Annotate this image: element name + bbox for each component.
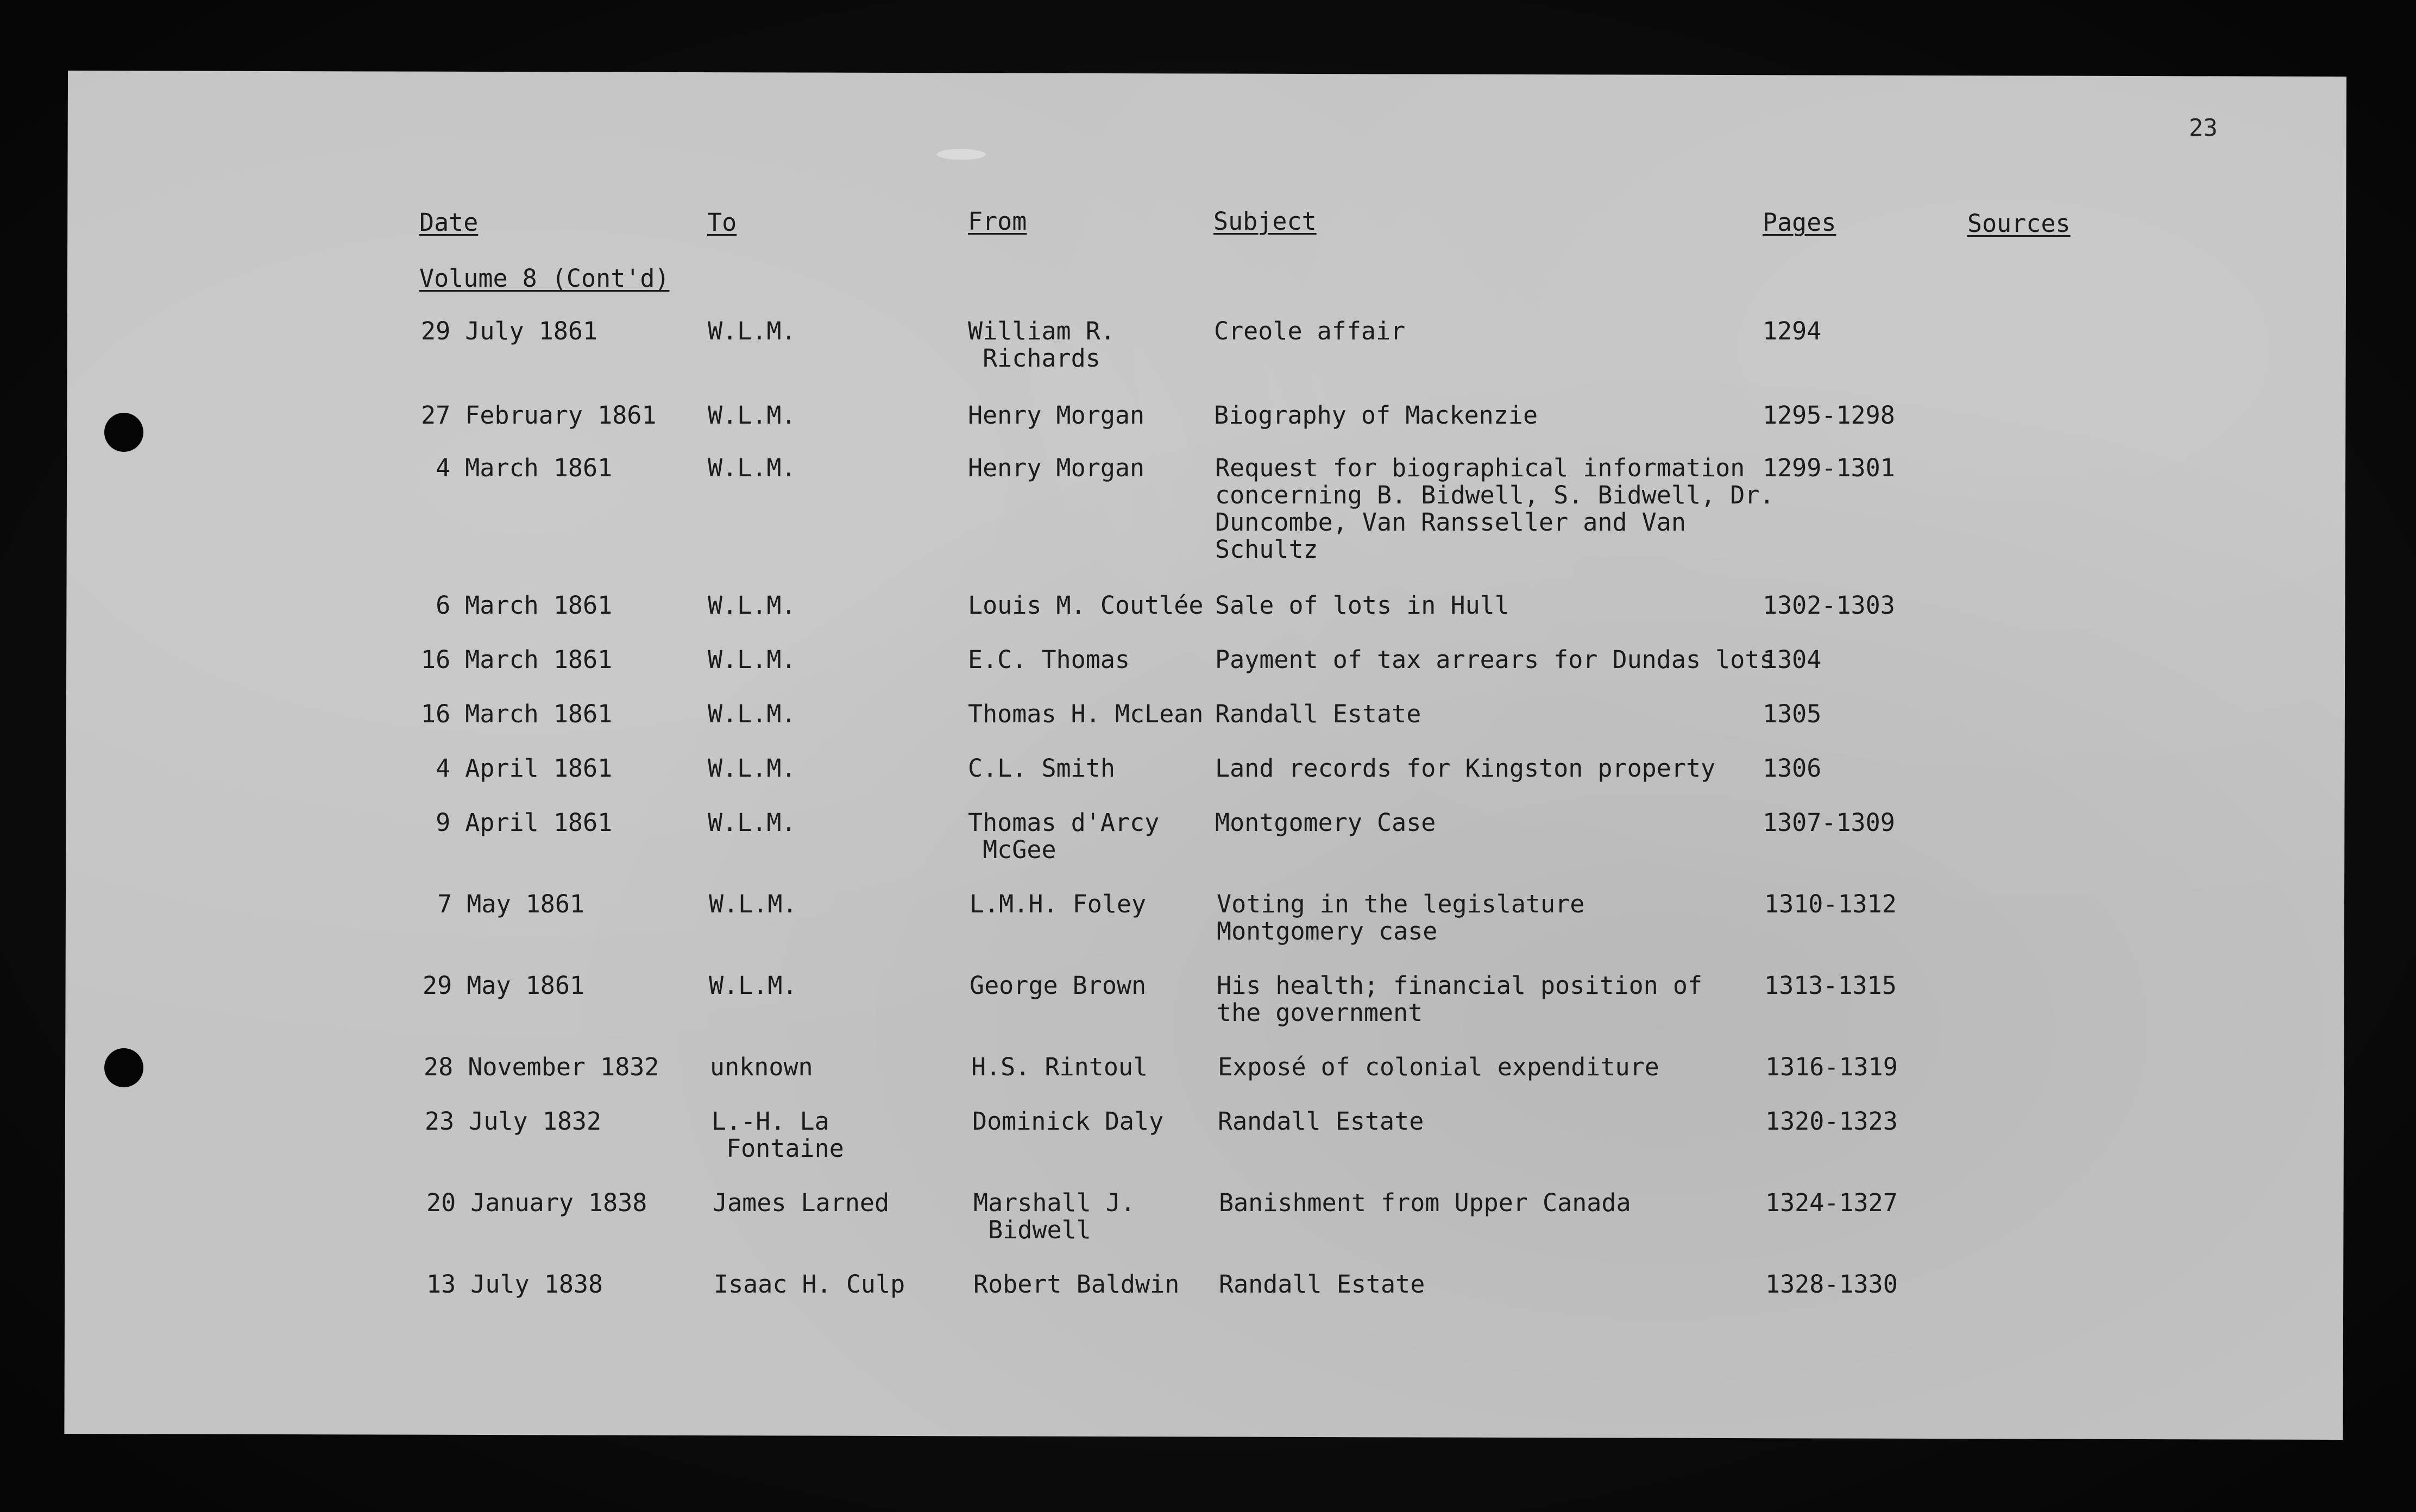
table-cell-to: W.L.M. <box>708 401 796 430</box>
table-cell-date: 20 January 1838 <box>426 1188 647 1217</box>
table-cell-to: W.L.M. <box>709 890 797 918</box>
table-cell-from: E.C. Thomas <box>968 645 1130 674</box>
table-cell-to: unknown <box>710 1053 813 1081</box>
table-cell-date: 16 March 1861 <box>421 645 613 674</box>
table-cell-date: 28 November 1832 <box>424 1053 659 1081</box>
table-cell-from: Dominick Daly <box>972 1107 1164 1136</box>
table-cell-date: 7 May 1861 <box>423 890 585 918</box>
header-from: From <box>968 207 1027 236</box>
header-subject: Subject <box>1213 207 1317 236</box>
table-cell-pages: 1294 <box>1763 317 1822 345</box>
table-cell-from: Marshall J. Bidwell <box>973 1188 1136 1244</box>
table-cell-subject: Montgomery Case <box>1215 808 1436 837</box>
table-cell-subject: His health; financial position of the government <box>1217 971 1703 1027</box>
table-cell-date: 6 March 1861 <box>421 591 613 620</box>
table-cell-from: Thomas d'Arcy McGee <box>968 808 1160 864</box>
table-cell-pages: 1320-1323 <box>1765 1107 1898 1136</box>
table-cell-pages: 1310-1312 <box>1764 890 1897 918</box>
table-cell-subject: Land records for Kingston property <box>1215 754 1716 783</box>
table-cell-subject: Voting in the legislature Montgomery case <box>1217 890 1585 946</box>
paper-mark <box>937 149 986 160</box>
table-cell-pages: 1313-1315 <box>1764 971 1897 1000</box>
section-title: Volume 8 (Cont'd) <box>419 264 670 293</box>
table-cell-to: W.L.M. <box>709 971 797 1000</box>
table-cell-pages: 1305 <box>1763 700 1822 728</box>
table-cell-pages: 1304 <box>1763 645 1822 674</box>
table-cell-from: C.L. Smith <box>968 754 1115 783</box>
table-cell-subject: Banishment from Upper Canada <box>1219 1188 1631 1217</box>
table-cell-to: W.L.M. <box>708 317 796 345</box>
header-sources: Sources <box>1967 209 2071 238</box>
table-cell-date: 29 July 1861 <box>421 317 598 345</box>
table-cell-from: George Brown <box>970 971 1147 1000</box>
table-cell-from: Louis M. Coutlée <box>968 591 1204 620</box>
table-cell-to: W.L.M. <box>708 645 796 674</box>
table-cell-to: James Larned <box>713 1188 890 1217</box>
table-cell-to: L.-H. La Fontaine <box>712 1107 844 1163</box>
table-cell-from: Thomas H. McLean <box>968 700 1204 728</box>
table-cell-to: W.L.M. <box>708 453 796 482</box>
table-cell-date: 4 March 1861 <box>421 453 613 482</box>
table-cell-subject: Exposé of colonial expenditure <box>1218 1053 1659 1081</box>
table-cell-pages: 1324-1327 <box>1765 1188 1898 1217</box>
header-pages: Pages <box>1763 208 1836 237</box>
table-cell-date: 27 February 1861 <box>421 401 657 430</box>
document-page <box>64 71 2346 1440</box>
table-cell-subject: Payment of tax arrears for Dundas lots <box>1215 645 1775 674</box>
table-cell-to: W.L.M. <box>708 700 796 728</box>
table-cell-from: William R. Richards <box>968 317 1115 373</box>
table-cell-to: Isaac H. Culp <box>714 1270 905 1299</box>
table-cell-from: Henry Morgan <box>968 453 1145 482</box>
table-cell-subject: Randall Estate <box>1219 1270 1425 1299</box>
table-cell-pages: 1307-1309 <box>1763 808 1895 837</box>
table-cell-subject: Creole affair <box>1214 317 1406 345</box>
table-cell-to: W.L.M. <box>708 808 796 837</box>
punch-hole-bottom <box>104 1048 143 1087</box>
table-cell-subject: Request for biographical information concerning B. Bidwell, S. Bidwell, Dr. Duncombe, Van Ransseller and Van Schultz <box>1215 453 1775 564</box>
table-cell-pages: 1328-1330 <box>1765 1270 1898 1299</box>
table-cell-date: 13 July 1838 <box>426 1270 603 1299</box>
table-cell-pages: 1316-1319 <box>1765 1053 1898 1081</box>
table-cell-subject: Biography of Mackenzie <box>1214 401 1538 430</box>
table-cell-date: 16 March 1861 <box>421 700 613 728</box>
table-cell-date: 4 April 1861 <box>421 754 613 783</box>
table-cell-subject: Sale of lots in Hull <box>1215 591 1509 620</box>
table-cell-from: Robert Baldwin <box>973 1270 1180 1299</box>
header-to: To <box>707 208 737 237</box>
table-cell-date: 29 May 1861 <box>423 971 585 1000</box>
table-cell-from: Henry Morgan <box>968 401 1145 430</box>
header-date: Date <box>419 208 479 237</box>
table-cell-date: 9 April 1861 <box>421 808 613 837</box>
table-cell-to: W.L.M. <box>708 591 796 620</box>
table-cell-pages: 1295-1298 <box>1763 401 1895 430</box>
table-cell-date: 23 July 1832 <box>425 1107 602 1136</box>
table-cell-pages: 1299-1301 <box>1763 453 1895 482</box>
table-cell-from: H.S. Rintoul <box>971 1053 1148 1081</box>
table-cell-subject: Randall Estate <box>1218 1107 1424 1136</box>
table-cell-to: W.L.M. <box>708 754 796 783</box>
table-cell-from: L.M.H. Foley <box>970 890 1147 918</box>
table-cell-subject: Randall Estate <box>1215 700 1421 728</box>
punch-hole-top <box>104 413 143 452</box>
table-cell-pages: 1302-1303 <box>1763 591 1895 620</box>
table-cell-pages: 1306 <box>1763 754 1822 783</box>
page-number: 23 <box>2188 114 2218 142</box>
